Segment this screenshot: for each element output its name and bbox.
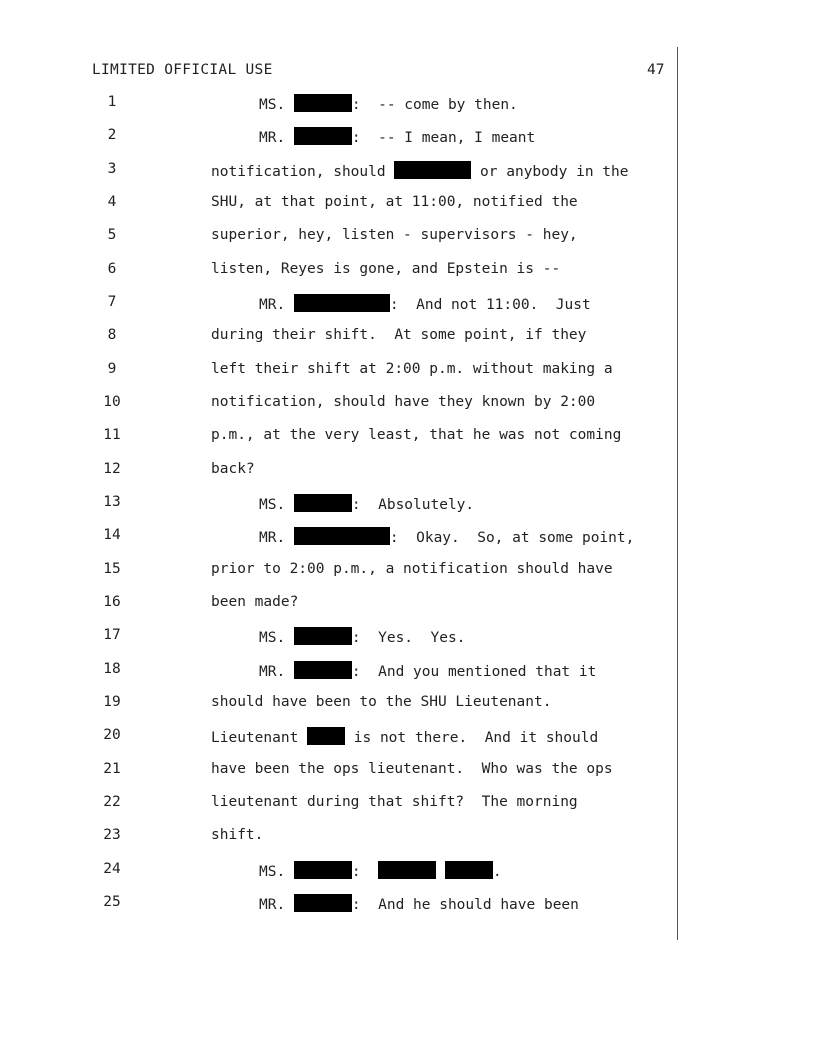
redaction-box	[294, 527, 390, 545]
line-number: 7	[107, 293, 117, 310]
text-segment: MS.	[259, 863, 294, 880]
text-segment: .	[492, 863, 502, 880]
line-number: 24	[103, 860, 121, 877]
line-number: 13	[103, 493, 121, 510]
transcript-line	[0, 427, 816, 449]
redaction-box	[294, 127, 352, 145]
text-segment: : And not 11:00. Just	[389, 296, 591, 313]
transcript-line	[0, 494, 816, 516]
line-text	[259, 494, 474, 513]
transcript-line	[0, 127, 816, 149]
transcript-line	[0, 194, 816, 216]
text-segment: : -- come by then.	[351, 97, 518, 113]
text-segment: MS.	[259, 97, 294, 113]
text-segment: listen, Reyes is gone, and Epstein is --	[211, 260, 561, 277]
transcript-line	[0, 594, 816, 616]
transcript-line	[0, 727, 816, 749]
text-segment: superior, hey, listen - supervisors - hey,	[211, 227, 578, 244]
line-text	[259, 861, 502, 880]
text-segment: is not there. And it should	[345, 730, 599, 747]
transcript-line	[0, 861, 816, 883]
transcript-line	[0, 694, 816, 716]
line-text	[259, 127, 535, 146]
transcript-line	[0, 461, 816, 483]
text-segment: SHU, at that point, at 11:00, notified the	[211, 193, 578, 210]
line-number: 19	[103, 693, 121, 710]
line-number: 9	[107, 360, 117, 377]
transcript-line	[0, 94, 816, 116]
line-text	[259, 661, 596, 680]
text-segment: prior to 2:00 p.m., a notification should have	[211, 560, 613, 577]
line-number: 11	[103, 427, 121, 444]
line-text	[211, 394, 595, 410]
text-segment: during their shift. At some point, if they	[211, 327, 587, 344]
line-text	[259, 94, 518, 113]
transcript-line	[0, 661, 816, 683]
line-number: 4	[107, 193, 117, 210]
text-segment: or anybody in the	[471, 163, 629, 180]
transcript-line	[0, 761, 816, 783]
line-text	[211, 427, 621, 443]
text-segment: :	[351, 863, 379, 880]
line-text	[211, 161, 628, 180]
text-segment: shift.	[211, 827, 264, 844]
redaction-box	[294, 494, 352, 512]
line-text	[211, 827, 263, 843]
line-number: 5	[107, 227, 117, 244]
line-number: 25	[103, 893, 121, 910]
redaction-box	[294, 894, 352, 912]
page-header-classification: LIMITED OFFICIAL USE	[92, 62, 273, 78]
text-segment: should have been to the SHU Lieutenant.	[211, 693, 552, 710]
transcript-line	[0, 527, 816, 549]
text-segment: been made?	[211, 593, 299, 610]
transcript-line	[0, 294, 816, 316]
line-number: 2	[107, 127, 117, 144]
line-number: 10	[103, 393, 121, 410]
text-segment: MR.	[259, 296, 294, 313]
line-number: 6	[107, 260, 117, 277]
transcript-line	[0, 227, 816, 249]
line-text	[211, 194, 578, 210]
line-number: 12	[103, 460, 121, 477]
transcript-line	[0, 561, 816, 583]
text-segment: MR.	[259, 663, 294, 680]
line-number: 1	[107, 94, 117, 110]
line-text	[211, 561, 613, 577]
text-segment: : -- I mean, I meant	[351, 130, 536, 147]
text-segment: back?	[211, 460, 255, 477]
line-number: 17	[103, 627, 121, 644]
transcript-line	[0, 161, 816, 183]
line-number: 14	[103, 527, 121, 544]
redaction-box	[445, 861, 493, 879]
line-number: 3	[107, 160, 117, 177]
line-text	[259, 627, 465, 646]
redaction-box	[394, 161, 471, 179]
text-segment: : Yes. Yes.	[351, 630, 466, 647]
text-segment: : And you mentioned that it	[351, 663, 597, 680]
text-segment: MS.	[259, 630, 294, 647]
line-number: 16	[103, 593, 121, 610]
line-text	[211, 227, 578, 243]
line-text	[211, 361, 613, 377]
redaction-box	[294, 294, 390, 312]
text-segment: : Okay. So, at some point,	[389, 530, 635, 547]
transcript-line	[0, 361, 816, 383]
redaction-box	[307, 727, 345, 745]
line-number: 21	[103, 760, 121, 777]
transcript-line	[0, 794, 816, 816]
text-segment: : And he should have been	[351, 896, 579, 913]
line-number: 8	[107, 327, 117, 344]
page-number: 47	[647, 62, 665, 78]
line-number: 15	[103, 560, 121, 577]
line-number: 18	[103, 660, 121, 677]
text-segment: MR.	[259, 530, 294, 547]
line-text	[259, 294, 591, 313]
transcript-line	[0, 394, 816, 416]
line-text	[211, 761, 613, 777]
line-text	[211, 594, 298, 610]
line-text	[211, 794, 578, 810]
text-segment: lieutenant during that shift? The morning	[211, 793, 578, 810]
line-text	[211, 261, 560, 277]
text-segment	[436, 864, 445, 880]
text-segment: : Absolutely.	[351, 496, 475, 513]
transcript-line	[0, 827, 816, 849]
transcript-line	[0, 261, 816, 283]
line-text	[211, 727, 598, 746]
redaction-box	[294, 627, 352, 645]
line-text	[211, 694, 551, 710]
redaction-box	[294, 861, 352, 879]
text-segment: notification, should have they known by 2:00	[211, 393, 596, 410]
line-number: 22	[103, 793, 121, 810]
text-segment: notification, should	[211, 163, 395, 180]
line-text	[211, 327, 586, 343]
line-text	[211, 461, 255, 477]
redaction-box	[294, 94, 352, 112]
text-segment: MS.	[259, 496, 294, 513]
text-segment: MR.	[259, 130, 294, 147]
line-text	[259, 527, 634, 546]
text-segment: have been the ops lieutenant. Who was the ops	[211, 760, 613, 777]
text-segment: MR.	[259, 896, 294, 913]
line-number: 23	[103, 827, 121, 844]
transcript-line	[0, 327, 816, 349]
redaction-box	[294, 661, 352, 679]
text-segment: p.m., at the very least, that he was not coming	[211, 427, 622, 444]
text-segment: left their shift at 2:00 p.m. without making a	[211, 360, 613, 377]
line-text	[259, 894, 579, 913]
redaction-box	[378, 861, 436, 879]
transcript-line	[0, 627, 816, 649]
transcript-line	[0, 894, 816, 916]
line-number: 20	[103, 727, 121, 744]
text-segment: Lieutenant	[211, 730, 308, 747]
